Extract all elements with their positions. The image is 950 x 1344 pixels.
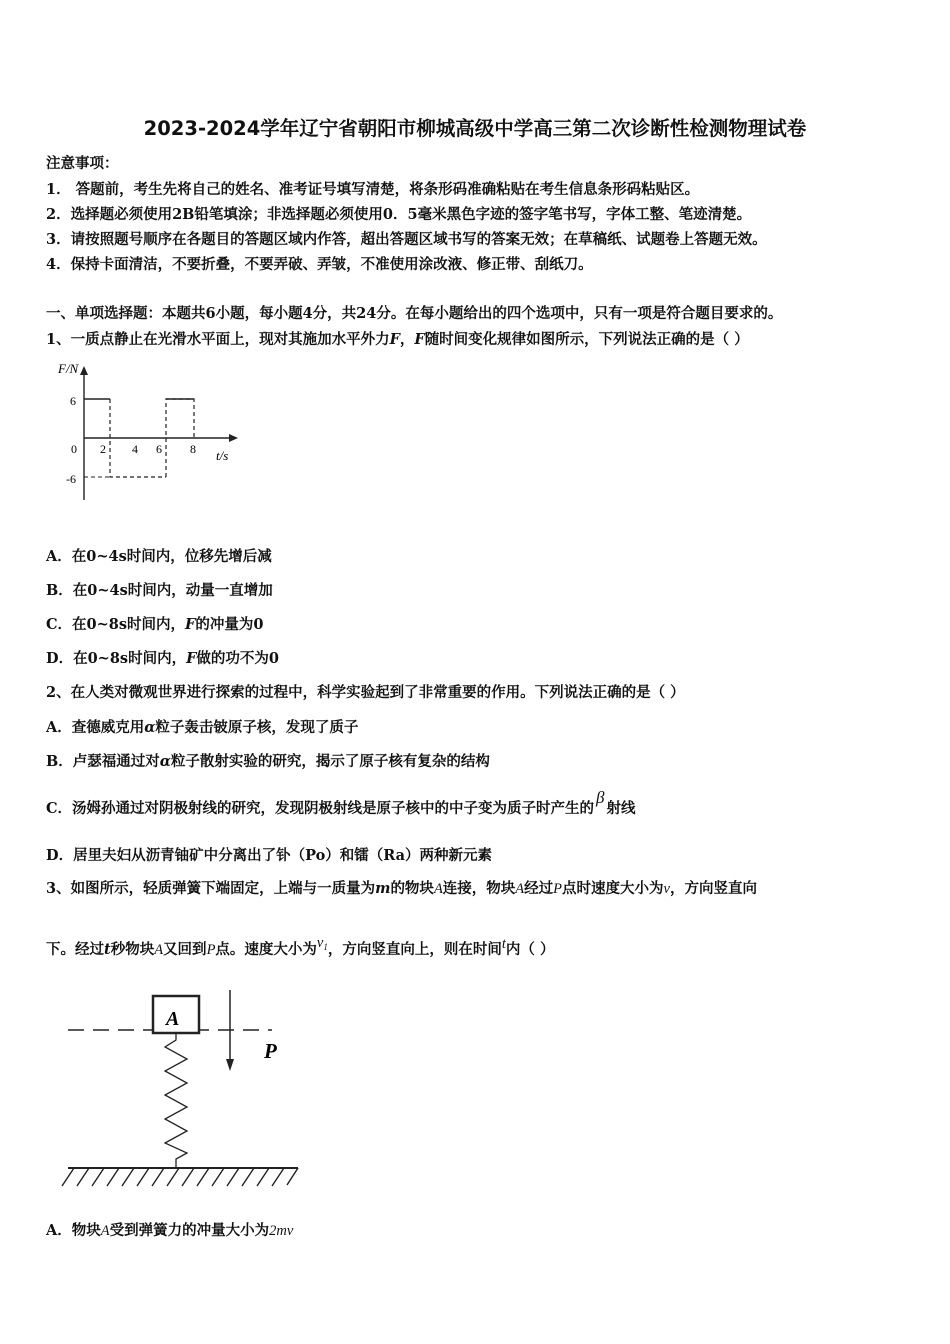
- section-heading: 一、单项选择题：本题共6小题，每小题4分，共24分。在每小题给出的四个选项中，只有一项是符合题目要求的。: [46, 305, 783, 322]
- option-c: C．在0~8s时间内，F的冲量为0: [46, 616, 264, 633]
- option-b: B．卢瑟福通过对α粒子散射实验的研究，揭示了原子核有复杂的结构: [46, 753, 490, 770]
- notice-item: 1． 答题前，考生先将自己的姓名、准考证号填写清楚，将条形码准确粘贴在考生信息条形码粘贴区。: [46, 181, 700, 198]
- y-axis-label: F/N: [58, 361, 79, 376]
- y-tick-label: 6: [70, 394, 76, 408]
- option-b: B．在0~4s时间内，动量一直增加: [46, 582, 273, 599]
- option-d: D．在0~8s时间内，F做的功不为0: [46, 650, 279, 667]
- question-1-stem: 1、一质点静止在光滑水平面上，现对其施加水平外力F，F随时间变化规律如图所示，下列说法正确的是（ ）: [46, 331, 749, 348]
- option-d: D．居里夫妇从沥青铀矿中分离出了钋（Po）和镭（Ra）两种新元素: [46, 847, 493, 864]
- option-a: A．物块A受到弹簧力的冲量大小为2mv: [46, 1222, 294, 1239]
- notice-heading: 注意事项：: [46, 155, 119, 172]
- page-title: 2023-2024学年辽宁省朝阳市柳城高级中学高三第二次诊断性检测物理试卷: [143, 117, 807, 140]
- ground-hatching: [62, 1168, 298, 1186]
- y-tick-label: -6: [66, 472, 76, 486]
- question-3-stem: 3、如图所示，轻质弹簧下端固定，上端与一质量为m的物块A连接，物块A经过P点时速度大小为v，方向竖直向: [46, 880, 757, 897]
- block-label: A: [166, 1008, 180, 1030]
- x-tick-label: 8: [190, 442, 196, 456]
- x-tick-label: 2: [100, 442, 106, 456]
- notice-item: 4．保持卡面清洁，不要折叠，不要弄破、弄皱，不准使用涂改液、修正带、刮纸刀。: [46, 256, 593, 273]
- option-a: A．在0~4s时间内，位移先增后减: [46, 548, 272, 565]
- spring-block-diagram: [60, 985, 310, 1195]
- notice-item: 2．选择题必须使用2B铅笔填涂；非选择题必须使用0．5毫米黑色字迹的签字笔书写，字体工整、笔迹清楚。: [46, 206, 752, 223]
- x-axis-label: t/s: [216, 448, 229, 463]
- spring: [165, 1033, 187, 1167]
- force-time-graph: [52, 360, 247, 510]
- x-tick-label: 6: [156, 442, 162, 456]
- question-3-stem: 下。经过t秒物块A又回到P点。速度大小为$v^1$，方向竖直向上，则在时间t内（ ）: [46, 935, 555, 958]
- question-2-stem: 2、在人类对微观世界进行探索的过程中，科学实验起到了非常重要的作用。下列说法正确的是（ ）: [46, 684, 685, 701]
- option-c: C．汤姆孙通过对阴极射线的研究，发现阴极射线是原子核中的中子变为质子时产生的β射线: [46, 788, 636, 817]
- option-a: A．查德威克用α粒子轰击铍原子核，发现了质子: [46, 719, 359, 736]
- y-tick-label: 0: [71, 442, 77, 456]
- notice-item: 3．请按照题号顺序在各题目的答题区域内作答，超出答题区域书写的答案无效；在草稿纸、试题卷上答题无效。: [46, 231, 767, 248]
- point-label: P: [264, 1039, 277, 1063]
- x-tick-label: 4: [132, 442, 138, 456]
